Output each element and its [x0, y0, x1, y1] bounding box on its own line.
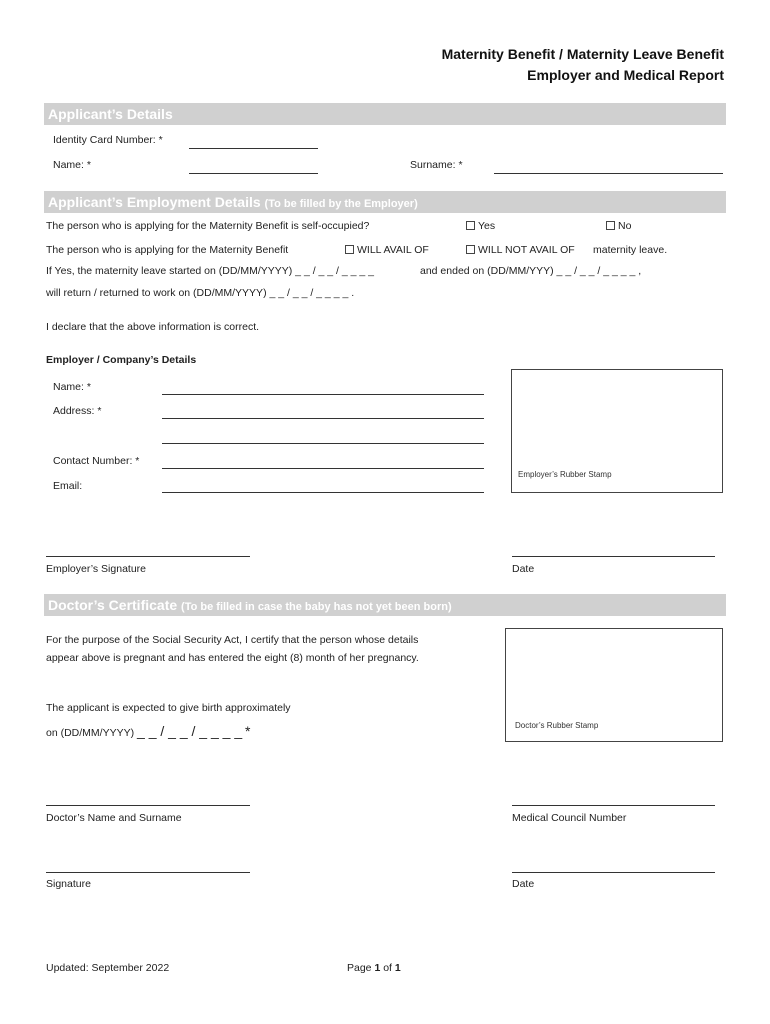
employer-name-label: Name: *	[53, 381, 91, 393]
employment-details-band	[44, 191, 726, 213]
applicant-details-heading: Applicant’s Details	[48, 106, 173, 122]
self-occupied-no[interactable]: No	[606, 220, 631, 232]
maternity-leave-text: maternity leave.	[593, 244, 668, 256]
doctor-date-label: Date	[512, 878, 535, 890]
self-occupied-yes[interactable]: Yes	[466, 220, 495, 232]
page-number: Page 1 of 1	[347, 962, 401, 974]
doctor-name-label: Doctor’s Name and Surname	[46, 812, 182, 824]
employer-contact-field[interactable]	[162, 468, 484, 469]
applicant-name-label: Name: *	[53, 159, 91, 171]
medical-council-label: Medical Council Number	[512, 812, 627, 824]
benefit-question: The person who is applying for the Maternity Benefit	[46, 244, 289, 256]
applicant-surname-field[interactable]	[494, 173, 723, 174]
no-checkbox[interactable]	[606, 221, 615, 230]
form-title-line2: Employer and Medical Report	[527, 67, 724, 83]
applicant-surname-label: Surname: *	[410, 159, 463, 171]
employer-email-field[interactable]	[162, 492, 484, 493]
yes-checkbox[interactable]	[466, 221, 475, 230]
employer-contact-label: Contact Number: *	[53, 455, 140, 467]
employer-date-label: Date	[512, 563, 535, 575]
leave-started-date[interactable]: If Yes, the maternity leave started on (DD/MM/YYYY) _ _ / _ _ / _ _ _ _	[46, 265, 374, 277]
required-star: *	[245, 723, 251, 739]
expected-birth-text: The applicant is expected to give birth approximately	[46, 702, 291, 714]
doctor-stamp-label: Doctor’s Rubber Stamp	[515, 721, 599, 730]
medical-council-line[interactable]	[512, 805, 715, 806]
will-avail-checkbox[interactable]	[345, 245, 354, 254]
employer-name-field[interactable]	[162, 394, 484, 395]
leave-ended-date[interactable]: and ended on (DD/MM/YYY) _ _ / _ _ / _ _ _ _ ,	[420, 265, 642, 277]
expected-birth-date-blanks[interactable]: _ _ / _ _ / _ _ _ _	[137, 723, 243, 739]
updated-date: Updated: September 2022	[46, 962, 170, 974]
declaration-text: I declare that the above information is correct.	[46, 321, 260, 333]
doctor-name-line[interactable]	[46, 805, 250, 806]
self-occupied-question: The person who is applying for the Maternity Benefit is self-occupied?	[46, 220, 370, 232]
employer-address-label: Address: *	[53, 405, 102, 417]
doctor-certify-line2: appear above is pregnant and has entered the eight (8) month of her pregnancy.	[46, 652, 419, 664]
will-not-avail-checkbox[interactable]	[466, 245, 475, 254]
employer-address-field-2[interactable]	[162, 443, 484, 444]
return-to-work-date[interactable]: will return / returned to work on (DD/MM/YYYY) _ _ / _ _ / _ _ _ _ .	[46, 287, 355, 299]
employer-signature-line[interactable]	[46, 556, 250, 557]
employer-details-heading: Employer / Company’s Details	[46, 354, 197, 366]
doctor-certificate-band	[44, 594, 726, 616]
doctor-signature-label: Signature	[46, 878, 91, 890]
employment-details-heading: Applicant’s Employment Details (To be filled by the Employer)	[48, 194, 418, 210]
applicant-name-field[interactable]	[189, 173, 318, 174]
employer-signature-label: Employer’s Signature	[46, 563, 146, 575]
expected-birth-date[interactable]: on (DD/MM/YYYY) _ _ / _ _ / _ _ _ _ *	[46, 723, 251, 739]
doctor-certify-line1: For the purpose of the Social Security Act, I certify that the person whose details	[46, 634, 419, 646]
applicant-details-band	[44, 103, 726, 125]
doctor-signature-line[interactable]	[46, 872, 250, 873]
employer-date-line[interactable]	[512, 556, 715, 557]
id-card-label: Identity Card Number: *	[53, 134, 163, 146]
form-title-line1: Maternity Benefit / Maternity Leave Benefit	[441, 46, 724, 62]
will-not-avail-option[interactable]: WILL NOT AVAIL OF	[466, 244, 575, 256]
employer-email-label: Email:	[53, 480, 83, 492]
employer-stamp-label: Employer’s Rubber Stamp	[518, 470, 612, 479]
doctor-date-line[interactable]	[512, 872, 715, 873]
employer-address-field-1[interactable]	[162, 418, 484, 419]
doctor-certificate-heading: Doctor’s Certificate (To be filled in case the baby has not yet been born)	[48, 597, 452, 613]
will-avail-option[interactable]: WILL AVAIL OF	[345, 244, 429, 256]
id-card-field[interactable]	[189, 148, 318, 149]
